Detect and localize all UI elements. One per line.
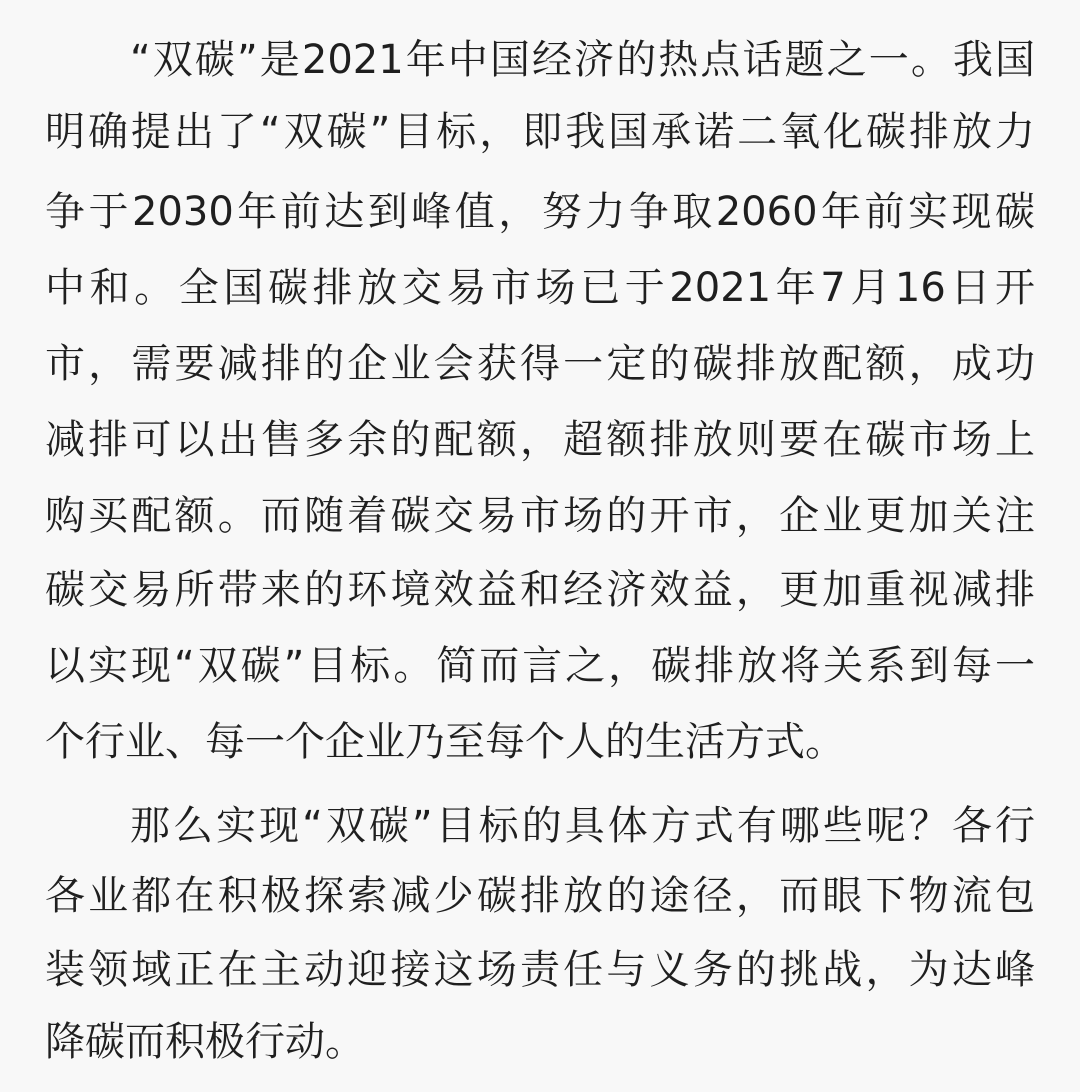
paragraph-line: 装领域正在主动迎接这场责任与义务的挑战，为达峰 — [45, 947, 1035, 993]
paragraph-line: 以实现“双碳”目标。简而言之，碳排放将关系到每一 — [45, 643, 1035, 689]
paragraph-line: 购买配额。而随着碳交易市场的开市，企业更加关注 — [45, 493, 1035, 539]
paragraph-line: 各业都在积极探索减少碳排放的途径，而眼下物流包 — [45, 873, 1035, 919]
paragraph-line: 减排可以出售多余的配额，超额排放则要在碳市场上 — [45, 417, 1035, 463]
paragraph-line: 明确提出了“双碳”目标，即我国承诺二氧化碳排放力 — [45, 109, 1035, 155]
paragraph-line: 争于2030年前达到峰值，努力争取2060年前实现碳 — [45, 189, 1035, 235]
paragraph-line: 中和。全国碳排放交易市场已于2021年7月16日开 — [45, 265, 1035, 311]
paragraph-line: “双碳”是2021年中国经济的热点话题之一。我国 — [130, 37, 1035, 83]
paragraph-line: 碳交易所带来的环境效益和经济效益，更加重视减排 — [45, 567, 1035, 613]
paragraph-line: 那么实现“双碳”目标的具体方式有哪些呢？各行 — [130, 803, 1035, 849]
paragraph-line: 市，需要减排的企业会获得一定的碳排放配额，成功 — [45, 341, 1035, 387]
paragraph-line: 降碳而积极行动。 — [45, 1019, 365, 1065]
paragraph-line: 个行业、每一个企业乃至每个人的生活方式。 — [45, 719, 845, 765]
